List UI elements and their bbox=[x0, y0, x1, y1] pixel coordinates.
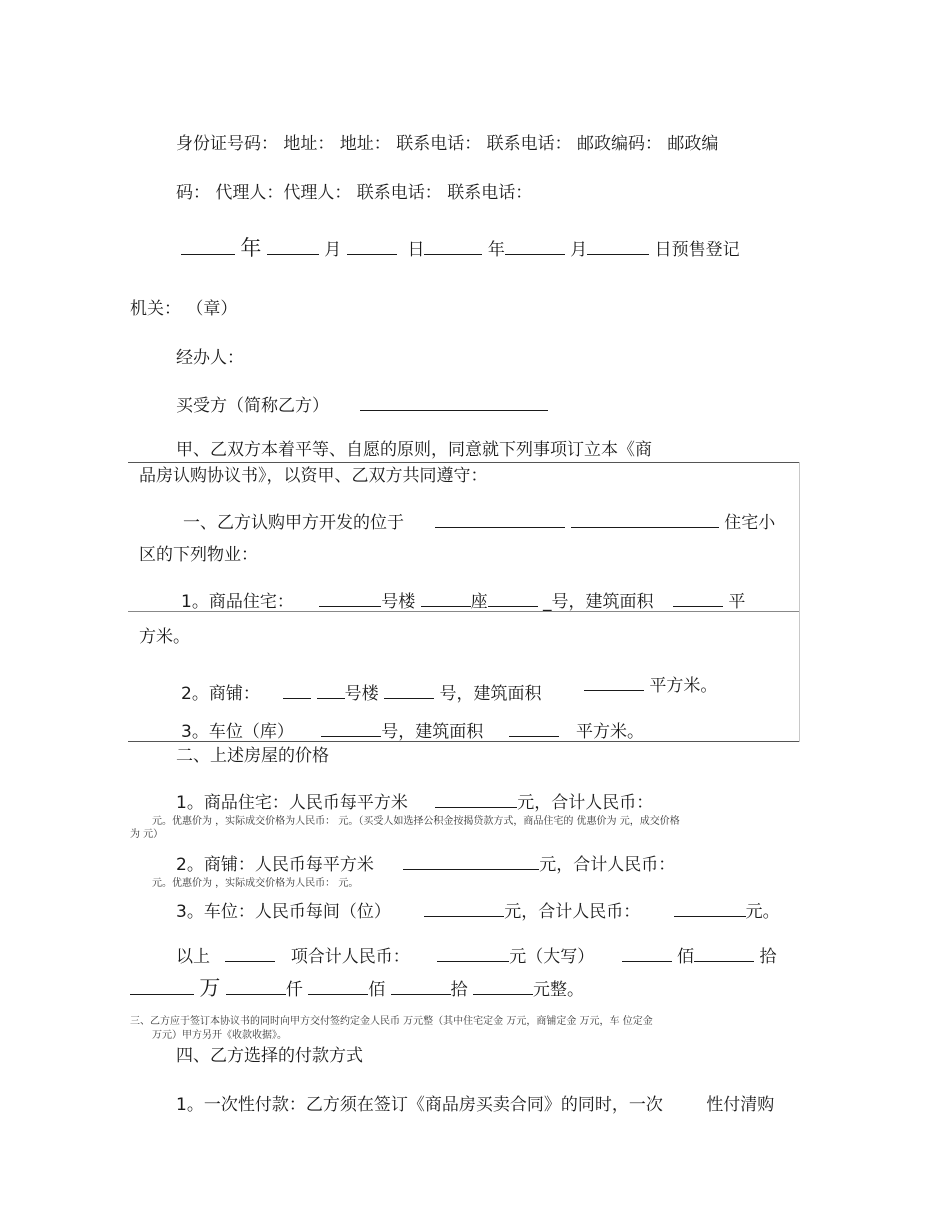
blank[interactable] bbox=[319, 590, 381, 607]
item-1-line-2: 方米。 bbox=[139, 627, 190, 647]
location-blank-2[interactable] bbox=[571, 511, 719, 528]
buyer-line bbox=[176, 394, 548, 417]
price-3-total: 元，合计人民币： bbox=[504, 902, 641, 922]
blank[interactable] bbox=[584, 674, 644, 691]
blank[interactable] bbox=[622, 945, 672, 962]
price-1-note-2: 为 元） bbox=[130, 829, 164, 840]
blank[interactable] bbox=[267, 238, 319, 255]
blank[interactable] bbox=[321, 720, 381, 737]
total-end: 元整。 bbox=[533, 980, 585, 1000]
blank[interactable] bbox=[674, 900, 746, 917]
item-3-area-label: 号，建筑面积 bbox=[381, 722, 484, 742]
blank[interactable] bbox=[473, 978, 533, 995]
total-qian: 仟 bbox=[285, 980, 303, 1000]
item-3-label: 3。车位（库） bbox=[181, 722, 294, 742]
blank[interactable] bbox=[509, 720, 559, 737]
price-2-note: 元。优惠价为 ，实际成交价格为人民币： 元。 bbox=[152, 878, 359, 889]
price-2-line bbox=[176, 853, 675, 876]
pay-1-line bbox=[176, 1094, 774, 1116]
price-2-label: 2。商铺：人民币每平方米 bbox=[176, 855, 374, 875]
item-1-line bbox=[181, 590, 745, 613]
date-line bbox=[181, 237, 740, 261]
price-3-unit: 元。 bbox=[745, 902, 780, 922]
section-1-tail: 住宅小 bbox=[724, 513, 776, 533]
pay-1-tail: 性付清购 bbox=[706, 1095, 775, 1115]
price-3-label: 3。车位：人民币每间（位） bbox=[176, 902, 391, 922]
blank[interactable] bbox=[505, 238, 565, 255]
total-bai: 佰 bbox=[677, 947, 695, 967]
blank[interactable] bbox=[225, 945, 275, 962]
blank[interactable] bbox=[587, 238, 649, 255]
blank[interactable] bbox=[226, 978, 286, 995]
buyer-name-blank[interactable] bbox=[360, 394, 548, 411]
section-3-line-1: 三、乙方应于签订本协议书的同时向甲方交付签约定金人民币 万元整（其中住宅定金 万元，商铺定金 万元，车 位定金 bbox=[130, 1016, 653, 1027]
location-blank-1[interactable] bbox=[435, 511, 565, 528]
total-label: 以上 bbox=[176, 947, 210, 967]
buyer-label: 买受方（简称乙方） bbox=[176, 396, 329, 416]
blank[interactable] bbox=[347, 238, 397, 255]
item-1-seat: 座 bbox=[470, 592, 488, 612]
section-1-line bbox=[183, 511, 775, 534]
organ-line: 机关： （章） bbox=[130, 299, 238, 319]
item-1-label: 1。商品住宅： bbox=[181, 592, 294, 612]
pay-1-text: 1。一次性付款：乙方须在签订《商品房买卖合同》的同时，一次 bbox=[176, 1095, 663, 1115]
price-1-total: 元，合计人民币： bbox=[517, 793, 654, 813]
blank[interactable] bbox=[308, 978, 368, 995]
total-line bbox=[176, 945, 776, 968]
date-day-label: 日 bbox=[407, 240, 425, 260]
item-3-line bbox=[181, 720, 644, 743]
total-capital-label: 元（大写） bbox=[509, 947, 595, 967]
item-2-label: 2。商铺： bbox=[181, 684, 260, 704]
date-year-label-2: 年 bbox=[487, 240, 505, 260]
price-3-line bbox=[176, 900, 780, 923]
item-2-unit: 平方米。 bbox=[649, 676, 718, 696]
price-1-label: 1。商品住宅：人民币每平方米 bbox=[176, 793, 408, 813]
item-2-line bbox=[181, 682, 541, 705]
total-line-2 bbox=[130, 977, 584, 1001]
total-wan: 万 bbox=[199, 976, 221, 1000]
blank[interactable] bbox=[421, 590, 471, 607]
blank[interactable] bbox=[283, 682, 311, 699]
price-1-note: 元。优惠价为 ，实际成交价格为人民币： 元。（买受人如选择公积金按揭贷款方式，商品住宅的 优惠价为 元，成交价格 bbox=[152, 816, 680, 827]
item-1-building: 号楼 bbox=[381, 592, 416, 612]
table-top-border bbox=[128, 462, 800, 463]
date-month-label-2: 月 bbox=[570, 240, 588, 260]
blank[interactable] bbox=[403, 853, 539, 870]
handler-line: 经办人： bbox=[176, 348, 244, 368]
date-month-label: 月 bbox=[324, 240, 342, 260]
total-shi: 拾 bbox=[759, 947, 777, 967]
blank[interactable] bbox=[673, 590, 723, 607]
total-shi-2: 拾 bbox=[450, 980, 468, 1000]
item-3-unit: 平方米。 bbox=[576, 722, 645, 742]
item-2-building: 号楼 bbox=[344, 684, 379, 704]
date-year-label: 年 bbox=[240, 236, 262, 260]
section-1-line-2: 区的下列物业： bbox=[139, 545, 258, 565]
header-line-1: 身份证号码： 地址： 地址： 联系电话： 联系电话： 邮政编码： 邮政编 bbox=[176, 134, 719, 154]
date-tail: 日预售登记 bbox=[654, 240, 740, 260]
blank[interactable] bbox=[437, 945, 509, 962]
section-4-heading: 四、乙方选择的付款方式 bbox=[176, 1046, 363, 1066]
header-line-2: 码： 代理人：代理人： 联系电话： 联系电话： bbox=[176, 183, 533, 203]
table-right-border bbox=[799, 462, 800, 742]
blank[interactable] bbox=[391, 978, 451, 995]
item-2-area-label: 号，建筑面积 bbox=[439, 684, 542, 704]
section-3-line-2: 万元）甲方另开《收款收据》。 bbox=[152, 1030, 287, 1041]
blank[interactable] bbox=[435, 791, 517, 808]
total-bai-2: 佰 bbox=[368, 980, 386, 1000]
blank[interactable] bbox=[488, 590, 538, 607]
blank[interactable] bbox=[424, 900, 504, 917]
section-2-heading: 二、上述房屋的价格 bbox=[176, 746, 329, 766]
total-amount-label: 项合计人民币： bbox=[290, 947, 410, 967]
blank[interactable] bbox=[424, 238, 482, 255]
blank[interactable] bbox=[694, 945, 754, 962]
item-1-unit: 平 bbox=[728, 592, 746, 612]
price-1-line bbox=[176, 791, 653, 814]
section-1-label: 一、乙方认购甲方开发的位于 bbox=[183, 513, 404, 533]
intro-line-2: 品房认购协议书》，以资甲、乙双方共同遵守： bbox=[139, 466, 488, 486]
blank[interactable] bbox=[181, 238, 235, 255]
intro-line-1: 甲、乙双方本着平等、自愿的原则，同意就下列事项订立本《商 bbox=[176, 440, 652, 460]
blank[interactable] bbox=[130, 978, 194, 995]
blank[interactable] bbox=[317, 682, 345, 699]
price-2-total: 元，合计人民币： bbox=[539, 855, 676, 875]
item-1-area-label: _号，建筑面积 bbox=[543, 592, 654, 612]
blank[interactable] bbox=[384, 682, 434, 699]
item-2-area bbox=[584, 674, 717, 697]
